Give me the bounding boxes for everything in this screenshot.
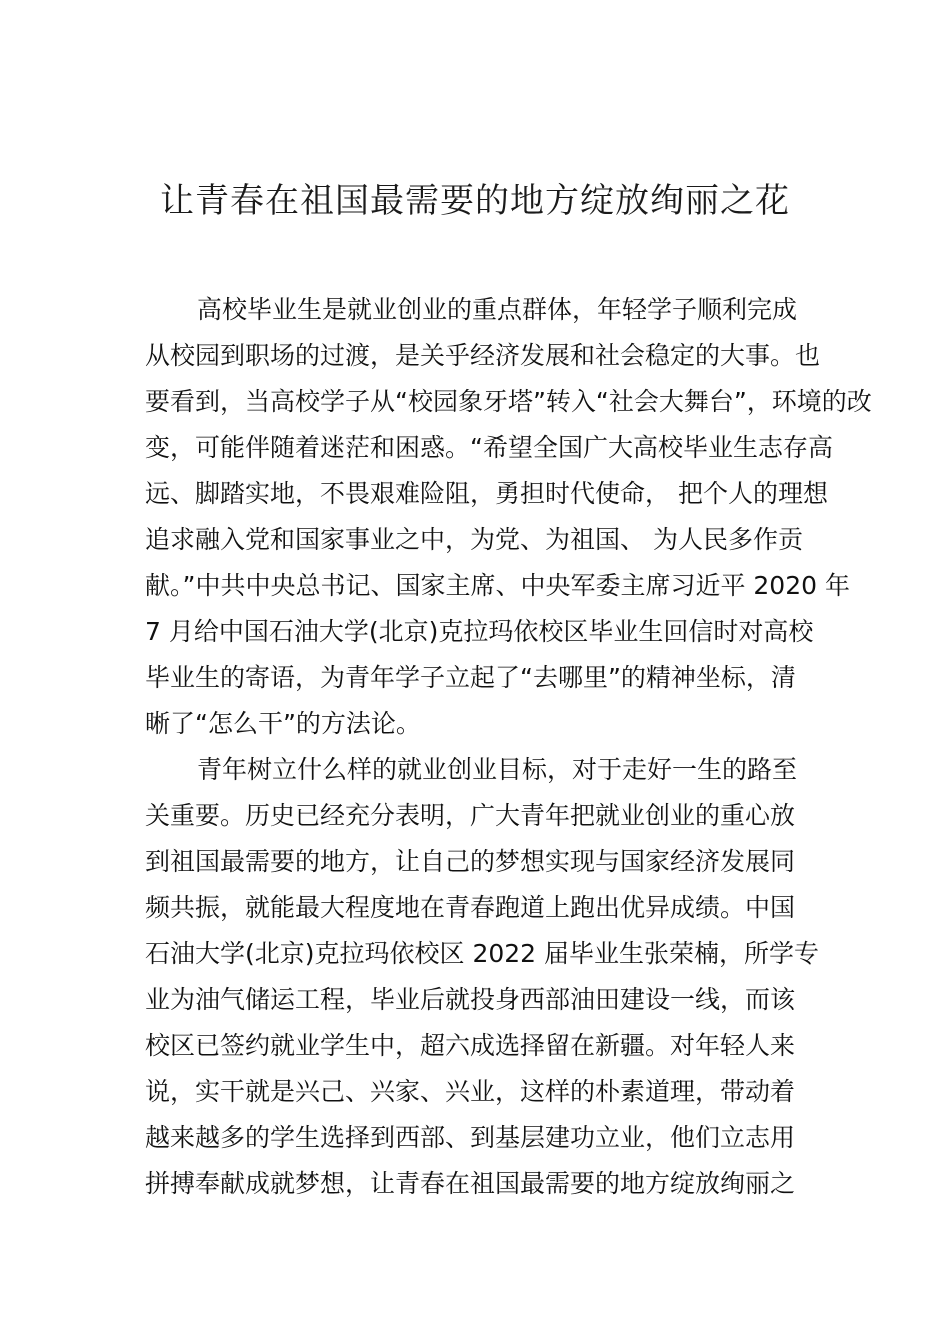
paragraph-line: 7 月给中国石油大学(北京)克拉玛依校区毕业生回信时对高校 <box>145 617 814 646</box>
paragraph-line: 频共振，就能最大程度地在青春跑道上跑出优异成绩。中国 <box>145 893 796 922</box>
paragraph-line: 业为油气储运工程，毕业后就投身西部油田建设一线，而该 <box>145 985 796 1014</box>
paragraph-line: 从校园到职场的过渡，是关乎经济发展和社会稳定的大事。也 <box>145 341 821 370</box>
paragraph-line: 到祖国最需要的地方，让自己的梦想实现与国家经济发展同 <box>145 847 796 876</box>
paragraph-line: 变，可能伴随着迷茫和困惑。“希望全国广大高校毕业生志存高 <box>145 433 833 462</box>
paragraph-line: 拼搏奉献成就梦想，让青春在祖国最需要的地方绽放绚丽之 <box>145 1169 796 1198</box>
paragraph-line: 追求融入党和国家事业之中，为党、为祖国、 为人民多作贡 <box>145 525 803 554</box>
paragraph-2 <box>145 747 825 1207</box>
paragraph-line: 石油大学(北京)克拉玛依校区 2022 届毕业生张荣楠，所学专 <box>145 939 820 968</box>
document-body <box>145 287 872 1207</box>
paragraph-line: 越来越多的学生选择到西部、到基层建功立业，他们立志用 <box>145 1123 796 1152</box>
paragraph-line: 毕业生的寄语，为青年学子立起了“去哪里”的精神坐标，清 <box>145 663 796 692</box>
paragraph-line: 说，实干就是兴己、兴家、兴业，这样的朴素道理，带动着 <box>145 1077 796 1106</box>
document-title: 让青春在祖国最需要的地方绽放绚丽之花 <box>160 181 790 221</box>
paragraph-line: 关重要。历史已经充分表明，广大青年把就业创业的重心放 <box>145 801 796 830</box>
paragraph-line: 青年树立什么样的就业创业目标，对于走好一生的路至 <box>197 755 798 784</box>
paragraph-line: 远、脚踏实地，不畏艰难险阻，勇担时代使命， 把个人的理想 <box>145 479 828 508</box>
paragraph-line: 校区已签约就业学生中，超六成选择留在新疆。对年轻人来 <box>145 1031 796 1060</box>
paragraph-line: 晰了“怎么干”的方法论。 <box>145 709 421 738</box>
paragraph-line: 献。”中共中央总书记、国家主席、中央军委主席习近平 2020 年 <box>145 571 850 600</box>
paragraph-line: 高校毕业生是就业创业的重点群体，年轻学子顺利完成 <box>197 295 798 324</box>
paragraph-1 <box>145 287 872 747</box>
paragraph-line: 要看到，当高校学子从“校园象牙塔”转入“社会大舞台”，环境的改 <box>145 387 872 416</box>
